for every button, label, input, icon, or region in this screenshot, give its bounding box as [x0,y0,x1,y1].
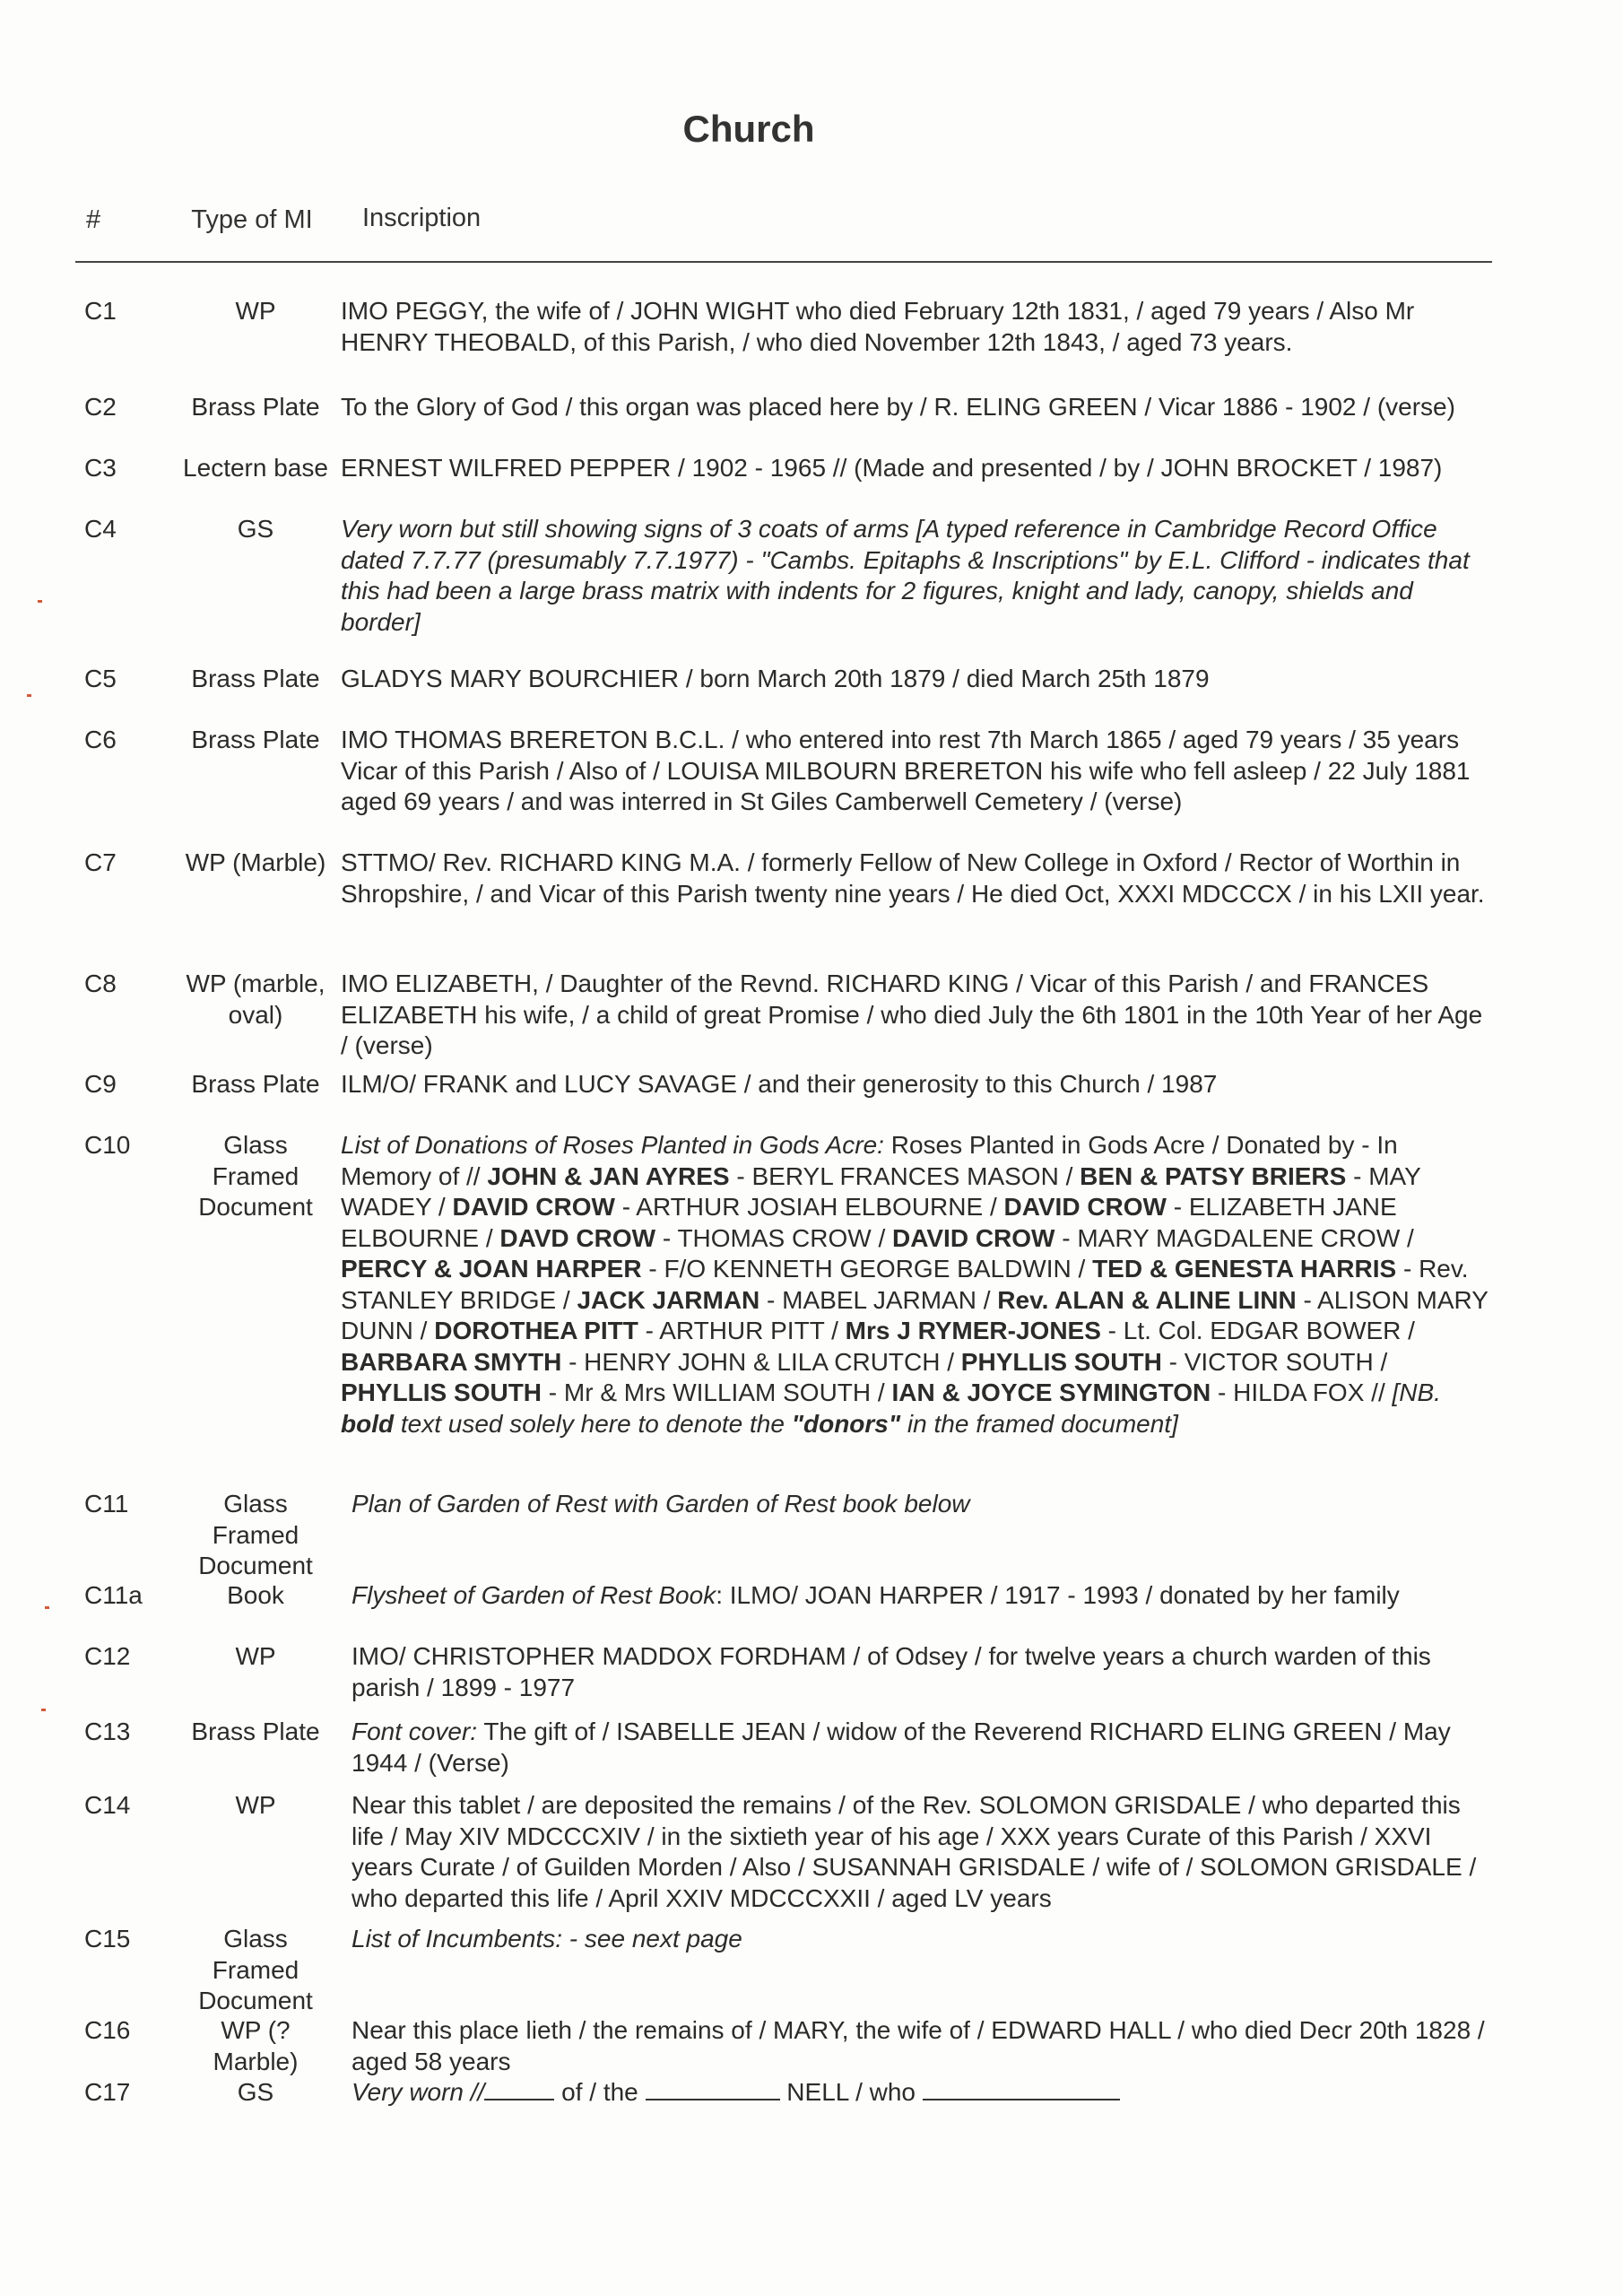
inscription-segment: IAN & JOYCE SYMINGTON [891,1378,1211,1406]
inscription-segment: bold [341,1409,395,1438]
inscription-text [341,453,1493,484]
inscription-text [352,1641,1495,1703]
inscription-segment: Font cover: [352,1718,478,1745]
inscription-segment: - Lt. Col. EDGAR BOWER / [1100,1317,1415,1344]
inscription-segment: IMO PEGGY, the wife of / JOHN WIGHT who died February 12th 1831, / aged 79 years / Also Mr HENRY THEOBALD, of this Parish, / who died November 12th 1843, / aged 73 years. [341,297,1415,356]
entry-number: C13 [84,1718,131,1745]
memorial-type: Lectern base [183,454,328,482]
memorial-type: WP [235,1642,276,1670]
inscription-segment: - THOMAS CROW / [655,1223,892,1252]
inscription-segment: JACK JARMAN [577,1285,760,1314]
margin-mark [38,600,42,603]
entry-number: C4 [84,515,117,543]
memorial-type: WP (? Marble) [213,2016,299,2075]
inscription-segment: - ALISON MARY DUNN / [341,1285,1488,1344]
inscription-segment: - HILDA FOX // [1211,1378,1393,1406]
inscription-segment: : ILMO/ JOAN HARPER / 1917 - 1993 / donated by her family [716,1581,1400,1609]
entry-number: C14 [84,1791,131,1819]
inscription-text [341,296,1493,358]
inscription-segment: DAVID CROW [452,1193,615,1221]
memorial-type: Brass Plate [191,1718,320,1745]
inscription-segment: - ARTHUR JOSIAH ELBOURNE / [614,1193,1004,1221]
inscription-segment: - ARTHUR PITT / [638,1317,846,1344]
memorial-type: WP (Marble) [185,848,326,876]
page-title: Church [682,108,815,150]
inscription-segment: List of Incumbents: - see next page [352,1925,742,1952]
margin-mark [27,694,31,697]
inscription-segment: The gift of / ISABELLE JEAN / widow of the Reverend RICHARD ELING GREEN / May 1944 / (Verse) [352,1718,1451,1777]
entry-number: C16 [84,2016,131,2044]
entry-number: C6 [84,726,117,753]
memorial-type: WP [235,1791,276,1819]
inscription-text [341,1069,1493,1100]
entry-number: C10 [84,1131,131,1159]
inscription-segment: GLADYS MARY BOURCHIER / born March 20th 1879 / died March 25th 1879 [341,665,1210,692]
inscription-segment: of / the [554,2078,646,2106]
margin-mark [41,1709,46,1711]
inscription-segment: text used solely here to denote the [394,1409,792,1438]
inscription-text [352,1717,1495,1779]
column-header-inscription: Inscription [362,204,482,232]
memorial-type: Brass Plate [191,393,320,421]
blank-line [484,2077,554,2100]
memorial-type: GS [237,515,274,543]
inscription-segment: Flysheet of Garden of Rest Book [352,1581,716,1609]
entry-number: C11a [84,1581,143,1609]
entry-number: C11 [84,1490,129,1518]
inscription-text [352,1924,1495,1955]
inscription-text [341,969,1493,1062]
inscription-segment: Near this place lieth / the remains of / MARY, the wife of / EDWARD HALL / who died Decr 20th 1828 / aged 58 years [352,2016,1485,2075]
inscription-segment: "donors" [791,1409,901,1438]
inscription-text [352,1580,1495,1612]
memorial-type: Book [227,1581,284,1609]
inscription-segment: - Mr & Mrs WILLIAM SOUTH / [542,1378,892,1406]
entry-number: C17 [84,2078,131,2106]
inscription-segment: To the Glory of God / this organ was placed here by / R. ELING GREEN / Vicar 1886 - 1902 / (verse) [341,393,1455,421]
inscription-segment: IMO ELIZABETH, / Daughter of the Revnd. RICHARD KING / Vicar of this Parish / and FRANCES ELIZABETH his wife, / a child of great Promise / who died July the 6th 1801 in the 10th Year of her Age / (verse) [341,970,1483,1059]
blank-line [646,2077,780,2100]
memorial-type: Glass Framed Document [198,1490,313,1579]
inscription-segment: List of Donations of Roses Planted in Gods Acre: [341,1131,884,1159]
inscription-segment: - ELIZABETH JANE ELBOURNE / [341,1193,1397,1252]
inscription-segment: Very worn // [352,2078,485,2106]
inscription-segment: - VICTOR SOUTH / [1161,1347,1388,1376]
inscription-segment: - HENRY JOHN & LILA CRUTCH / [561,1347,961,1376]
column-header-number: # [86,205,101,234]
memorial-type: Brass Plate [191,726,320,753]
inscription-text [341,1130,1493,1439]
memorial-type: Brass Plate [191,665,320,692]
inscription-segment: in the framed document] [900,1409,1178,1438]
entry-number: C2 [84,393,117,421]
memorial-type: Glass Framed Document [198,1131,313,1221]
entry-number: C8 [84,970,117,997]
inscription-segment: TED & GENESTA HARRIS [1092,1255,1397,1283]
entry-number: C5 [84,665,117,692]
inscription-segment: - BERYL FRANCES MASON / [729,1161,1081,1190]
blank-line [923,2077,1120,2100]
inscription-segment: Mrs J RYMER-JONES [845,1317,1101,1344]
entry-number: C9 [84,1070,117,1098]
inscription-segment: DAVID CROW [1003,1193,1167,1221]
inscription-segment: DAVID CROW [892,1223,1055,1252]
inscription-segment: - MARY MAGDALENE CROW / [1055,1223,1414,1252]
inscription-segment: - MAY WADEY / [341,1161,1421,1221]
entry-number: C3 [84,454,117,482]
inscription-segment: ILM/O/ FRANK and LUCY SAVAGE / and their generosity to this Church / 1987 [341,1070,1218,1098]
inscription-segment: Rev. ALAN & ALINE LINN [997,1285,1297,1314]
inscription-segment: - Rev. STANLEY BRIDGE / [341,1255,1469,1314]
inscription-segment: IMO THOMAS BRERETON B.C.L. / who entered into rest 7th March 1865 / aged 79 years / 35 years Vicar of this Parish / Also of / LOUISA MILBOURN BRERETON his wife who fell asleep / 22 July 1881 aged 69 years / and was interred in St Giles Camberwell Cemetery / (verse) [341,726,1471,815]
inscription-text [352,2015,1495,2077]
inscription-segment: IMO/ CHRISTOPHER MADDOX FORDHAM / of Odsey / for twelve years a church warden of this parish / 1899 - 1977 [352,1642,1431,1701]
inscription-text [341,725,1493,818]
memorial-type: GS [237,2078,274,2106]
inscription-segment: DOROTHEA PITT [434,1317,638,1344]
inscription-segment: DAVD CROW [499,1223,656,1252]
inscription-segment: STTMO/ Rev. RICHARD KING M.A. / formerly Fellow of New College in Oxford / Rector of Worthin in Shropshire, / and Vicar of this Parish twenty nine years / He died Oct, XXXI MDCCCX / in his LXII year. [341,848,1485,908]
memorial-type: WP (marble, oval) [186,970,325,1029]
inscription-segment: Near this tablet / are deposited the remains / of the Rev. SOLOMON GRISDALE / who departed this life / May XIV MDCCCXIV / in the sixtieth year of his age / XXX years Curate of this Parish / XXVI years Curate / of Guilden Morden / Also / SUSANNAH GRISDALE / wife of / SOLOMON GRISDALE / who departed this life / April XXIV MDCCCXXII / aged LV years [352,1791,1477,1912]
memorial-type: Glass Framed Document [198,1925,313,2014]
inscription-segment: BEN & PATSY BRIERS [1080,1161,1347,1190]
memorial-type: WP [235,297,276,325]
inscription-text [352,1489,1495,1520]
inscription-segment: JOHN & JAN AYRES [487,1161,730,1190]
entry-number: C1 [84,297,117,325]
entry-number: C12 [84,1642,131,1670]
entry-number: C15 [84,1925,131,1952]
inscription-segment: ERNEST WILFRED PEPPER / 1902 - 1965 // (Made and presented / by / JOHN BROCKET / 1987) [341,454,1443,482]
inscription-segment: NELL / who [779,2078,923,2106]
inscription-segment: Roses Planted in Gods Acre / Donated by - In Memory of // [341,1131,1398,1190]
column-header-type: Type of MI [191,205,313,234]
inscription-text [341,664,1493,695]
header-divider [75,261,1492,263]
inscription-segment: Very worn but still showing signs of 3 coats of arms [A typed reference in Cambridge Record Office dated 7.7.77 (presumably 7.7.1977) - "Cambs. Epitaphs & Inscriptions" by E.L. Clifford - indicates that this had been a large brass matrix with indents for 2 figures, knight and lady, canopy, shields and border] [341,515,1470,636]
inscription-segment: PHYLLIS SOUTH [960,1347,1162,1376]
inscription-segment: Plan of Garden of Rest with Garden of Rest book below [352,1490,970,1518]
inscription-text [341,848,1493,909]
inscription-text [352,1790,1495,1914]
entry-number: C7 [84,848,117,876]
inscription-segment: - F/O KENNETH GEORGE BALDWIN / [641,1255,1093,1283]
inscription-segment: [NB. [1392,1378,1441,1406]
inscription-text [352,2077,1495,2109]
inscription-segment: PERCY & JOAN HARPER [341,1255,642,1283]
inscription-segment: - MABEL JARMAN / [759,1285,998,1314]
memorial-type: Brass Plate [191,1070,320,1098]
inscription-segment: BARBARA SMYTH [341,1347,562,1376]
inscription-text [341,514,1493,638]
inscription-segment: PHYLLIS SOUTH [341,1378,542,1406]
margin-mark [45,1606,49,1609]
inscription-text [341,392,1493,423]
